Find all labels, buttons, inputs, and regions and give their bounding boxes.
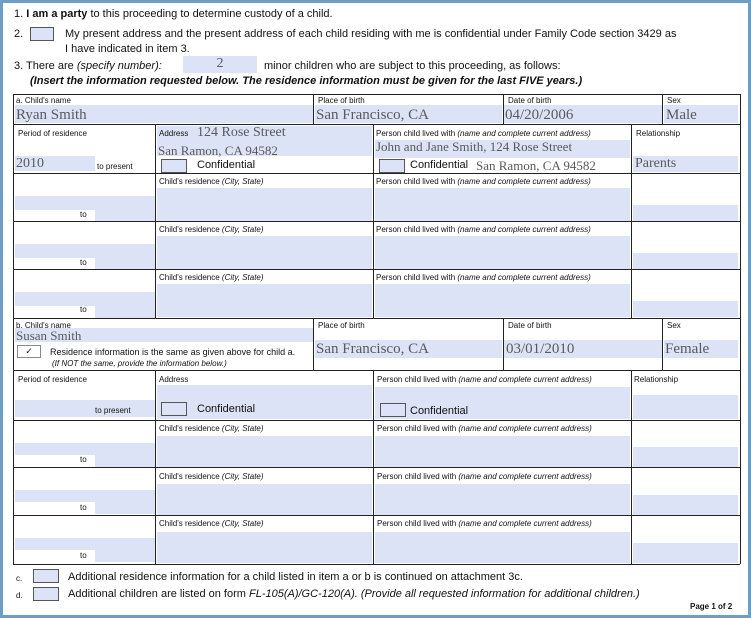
item-c-text: Additional residence information for a child listed in item a or b is continued on attachment 3c. (68, 571, 523, 583)
child-b-if-not-same-label: (If NOT the same, provide the information below.) (52, 359, 227, 368)
child-a-res2-to-label: to (80, 258, 87, 267)
child-a-pob-label: Place of birth (318, 96, 365, 105)
child-b-res2-from-field[interactable] (15, 490, 155, 502)
child-b-name-label: b. Child's name (16, 321, 71, 330)
child-b-person-confidential-checkbox[interactable] (380, 403, 406, 417)
child-b-res1-from-field[interactable] (15, 443, 155, 455)
child-b-address-field[interactable] (157, 385, 372, 419)
child-b-res1-to-label: to (80, 455, 87, 464)
child-b-res2-person-field[interactable] (375, 484, 630, 515)
child-a-res1-relationship-field[interactable] (633, 205, 738, 221)
item-c-label: c. (16, 574, 23, 583)
child-a-res3-residence-field[interactable] (157, 284, 372, 317)
child-b-res1-person-field[interactable] (375, 436, 630, 467)
item3-instruction: (Insert the information requested below. The residence information must be given for the last FIVE years.) (30, 75, 583, 87)
child-b-res3-label: Child's residence (City, State) (159, 519, 264, 528)
child-a-address-confidential-checkbox[interactable] (161, 159, 187, 173)
child-b-sex-value: Female (665, 341, 710, 357)
child-b-relationship-label: Relationship (634, 375, 679, 384)
child-b-res3-to-label: to (80, 551, 87, 560)
child-a-res2-relationship-field[interactable] (633, 253, 738, 269)
child-a-pob-value: San Francisco, CA (316, 107, 429, 123)
child-a-dob-label: Date of birth (508, 96, 552, 105)
child-a-person-line2: San Ramon, CA 94582 (476, 158, 596, 173)
child-a-res3-person-field[interactable] (375, 284, 630, 317)
child-b-res1-label: Child's residence (City, State) (159, 424, 264, 433)
child-a-res1-from-field[interactable] (15, 196, 155, 210)
child-b-res2-residence-field[interactable] (157, 484, 372, 515)
item3-suffix: minor children who are subject to this proceeding, as follows: (264, 60, 561, 72)
item-d-checkbox[interactable] (33, 587, 59, 601)
item2-number: 2. (14, 28, 24, 40)
child-a-address-line1: 124 Rose Street (197, 125, 286, 140)
child-b-same-label: Residence information is the same as given above for child a. (50, 347, 296, 357)
child-b-res1-to-field[interactable] (95, 455, 155, 467)
children-count-value: 2 (216, 56, 224, 71)
child-b-period-label: Period of residence (18, 375, 87, 384)
child-b-address-confidential-label: Confidential (197, 403, 256, 415)
child-b-person-label: Person child lived with (name and complete current address) (377, 375, 592, 384)
item2-text-line1: My present address and the present address of each child residing with me is confidential under Family Code section 3429 as (65, 28, 677, 40)
child-a-sex-label: Sex (667, 96, 681, 105)
child-b-res2-label: Child's residence (City, State) (159, 472, 264, 481)
item1-text: 1. I am a party to this proceeding to determine custody of a child. (14, 8, 333, 20)
child-b-res3-person-field[interactable] (375, 532, 630, 563)
children-count-field[interactable] (183, 56, 257, 73)
child-a-res1-person-label: Person child lived with (name and complete current address) (376, 177, 591, 186)
child-b-pob-value: San Francisco, CA (316, 341, 429, 357)
child-a-res2-from-field[interactable] (15, 244, 155, 258)
child-b-res2-relationship-field[interactable] (633, 495, 738, 515)
child-b-res2-to-field[interactable] (95, 502, 155, 514)
child-a-res3-label: Child's residence (City, State) (159, 273, 264, 282)
child-b-name-value: Susan Smith (16, 328, 82, 343)
child-b-res3-relationship-field[interactable] (633, 543, 738, 563)
child-b-to-present-label: to present (95, 406, 131, 415)
child-a-person-label: Person child lived with (name and complete current address) (376, 129, 591, 138)
child-a-sex-value: Male (666, 107, 697, 123)
child-a-name-value: Ryan Smith (16, 107, 87, 123)
child-a-res2-label: Child's residence (City, State) (159, 225, 264, 234)
child-b-relationship-field[interactable] (633, 395, 738, 419)
child-a-name-label: a. Child's name (16, 96, 71, 105)
child-b-same-checkbox[interactable]: ✓ (17, 345, 41, 358)
child-a-address-line2: San Ramon, CA 94582 (158, 143, 278, 158)
child-a-person-confidential-label: Confidential (410, 159, 469, 171)
page-number: Page 1 of 2 (690, 602, 733, 611)
item-d-text: Additional children are listed on form FL-105(A)/GC-120(A). (Provide all requested information for additional children.) (68, 588, 640, 600)
child-b-res3-to-field[interactable] (95, 550, 155, 562)
child-b-dob-label: Date of birth (508, 321, 552, 330)
item-c-checkbox[interactable] (33, 569, 59, 583)
child-a-res1-person-field[interactable] (375, 188, 630, 221)
child-a-address-confidential-label: Confidential (197, 159, 256, 171)
child-b-res3-from-field[interactable] (15, 538, 155, 550)
child-a-res1-to-label: to (80, 210, 87, 219)
child-a-res2-person-field[interactable] (375, 236, 630, 269)
item3-prefix: 3. There are (specify number): (14, 60, 162, 72)
child-a-res3-to-label: to (80, 305, 87, 314)
child-a-res3-from-field[interactable] (15, 292, 155, 306)
child-b-res3-residence-field[interactable] (157, 532, 372, 563)
child-b-person-confidential-label: Confidential (410, 405, 469, 417)
child-b-res2-to-label: to (80, 503, 87, 512)
child-a-res2-residence-field[interactable] (157, 236, 372, 269)
child-a-relationship-value: Parents (635, 156, 677, 171)
child-a-relationship-label: Relationship (636, 129, 681, 138)
child-a-res2-person-label: Person child lived with (name and complete current address) (376, 225, 591, 234)
child-a-res3-person-label: Person child lived with (name and complete current address) (376, 273, 591, 282)
child-b-address-label: Address (159, 375, 189, 384)
child-b-res3-person-label: Person child lived with (name and complete current address) (377, 519, 592, 528)
child-a-address-label: Address (159, 129, 189, 138)
child-b-period-field[interactable] (15, 400, 155, 417)
child-a-dob-value: 04/20/2006 (505, 107, 574, 123)
child-b-res2-person-label: Person child lived with (name and complete current address) (377, 472, 592, 481)
child-a-res3-relationship-field[interactable] (633, 301, 738, 317)
child-a-period-start-value: 2010 (16, 156, 44, 171)
item-d-label: d. (16, 591, 23, 600)
child-b-res1-relationship-field[interactable] (633, 447, 738, 467)
child-b-res1-residence-field[interactable] (157, 436, 372, 467)
child-a-person-confidential-checkbox[interactable] (379, 159, 405, 173)
child-a-res3-to-field[interactable] (95, 306, 155, 318)
child-b-dob-value: 03/01/2010 (506, 341, 575, 357)
child-b-sex-label: Sex (667, 321, 681, 330)
child-a-period-label: Period of residence (18, 129, 87, 138)
child-a-res1-label: Child's residence (City, State) (159, 177, 264, 186)
child-a-person-line1: John and Jane Smith, 124 Rose Street (376, 139, 573, 154)
child-b-res1-person-label: Person child lived with (name and complete current address) (377, 424, 592, 433)
child-b-pob-label: Place of birth (318, 321, 365, 330)
item2-text-line2: I have indicated in item 3. (65, 43, 190, 55)
child-a-res1-residence-field[interactable] (157, 188, 372, 221)
item2-confidential-checkbox[interactable] (30, 27, 54, 41)
child-b-address-confidential-checkbox[interactable] (161, 402, 187, 416)
child-a-to-present-label: to present (97, 162, 133, 171)
